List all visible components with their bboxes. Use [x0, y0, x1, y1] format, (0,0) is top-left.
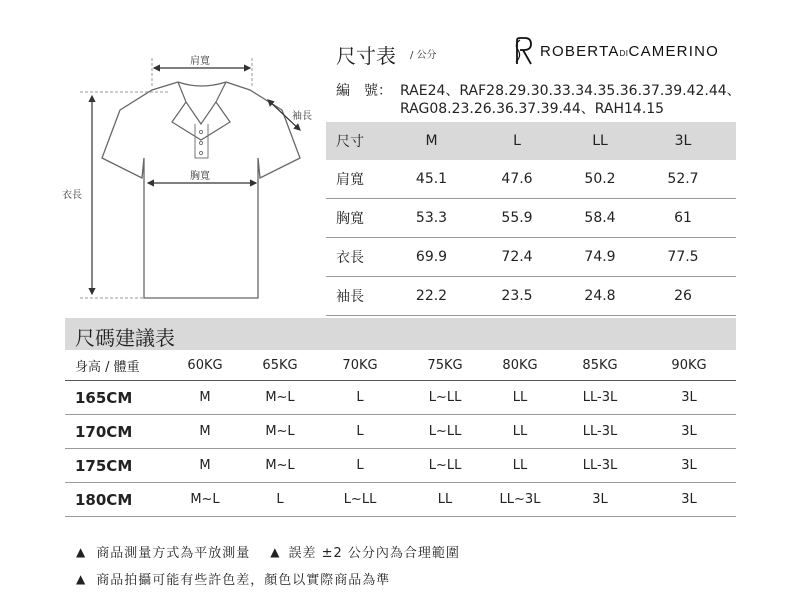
- measurement-row-label: 肩寬: [336, 172, 364, 188]
- size-value: LL: [512, 424, 528, 439]
- weight-header: 70KG: [342, 357, 378, 373]
- size-value: LL: [437, 492, 453, 507]
- recommendation-row: [65, 381, 736, 415]
- size-value: 3L: [681, 492, 697, 507]
- measurement-header-label: 尺寸: [336, 134, 364, 150]
- size-header: 3L: [674, 133, 692, 149]
- brand-logo: [512, 36, 719, 66]
- size-value: M~L: [265, 390, 295, 405]
- measurement-row-shoulder: [326, 160, 736, 199]
- height-label: 175CM: [75, 456, 133, 475]
- brand-name: ROBERTADICAMERINO: [540, 42, 719, 60]
- recommendation-row: [65, 449, 736, 483]
- diagram-label-sleeve: 袖長: [292, 111, 312, 122]
- diagram-label-shoulder: 肩寬: [190, 56, 210, 67]
- measurement-value: 69.9: [415, 249, 448, 265]
- size-value: LL-3L: [582, 390, 618, 405]
- size-value: M: [199, 390, 211, 405]
- size-value: M~L: [265, 424, 295, 439]
- weight-header: 65KG: [262, 357, 298, 373]
- height-label: 165CM: [75, 388, 133, 407]
- measurement-row-label: 袖長: [336, 289, 364, 305]
- triangle-icon: ▲: [76, 571, 87, 586]
- unit-label: / 公分: [410, 50, 437, 61]
- measurement-row-sleeve: [326, 277, 736, 316]
- diagram-label-chest: 胸寬: [190, 171, 210, 182]
- size-value: LL: [512, 458, 528, 473]
- recommendation-header-row: [65, 350, 736, 381]
- style-number-line1: RAE24、RAF28.29.30.33.34.35.36.37.39.42.44、: [400, 83, 741, 99]
- measurement-row-chest: [326, 199, 736, 238]
- size-value: L~LL: [428, 424, 462, 439]
- weight-header: 75KG: [427, 357, 463, 373]
- style-number-label: 編 號：: [336, 83, 392, 99]
- size-value: LL~3L: [499, 492, 541, 507]
- recommendation-table: [65, 350, 736, 517]
- size-value: L: [356, 458, 364, 473]
- size-header: LL: [592, 133, 608, 149]
- measurement-value: 24.8: [584, 288, 616, 304]
- size-value: M~L: [190, 492, 220, 507]
- size-value: L: [356, 424, 364, 439]
- size-value: 3L: [592, 492, 608, 507]
- note-tolerance: 誤差 ±2 公分內為合理範圍: [288, 546, 460, 561]
- recommendation-header-label: 身高 / 體重: [75, 359, 140, 375]
- measurement-header-row: [326, 122, 736, 160]
- measurement-value: 26: [674, 288, 692, 304]
- triangle-icon: ▲: [76, 544, 87, 559]
- measurement-value: 61: [674, 210, 692, 226]
- note-measurement-method: 商品測量方式為平放測量: [96, 546, 251, 561]
- height-label: 180CM: [75, 490, 133, 509]
- measurement-table: [326, 122, 736, 316]
- size-chart-title: 尺寸表: [336, 44, 396, 68]
- size-value: LL-3L: [582, 458, 618, 473]
- note-line-2: [76, 569, 390, 588]
- measurement-value: 52.7: [667, 171, 699, 187]
- diagram-label-length: 衣長: [62, 190, 82, 201]
- size-value: L: [276, 492, 284, 507]
- triangle-icon: ▲: [270, 544, 281, 559]
- size-value: LL: [512, 390, 528, 405]
- note-color-disclaimer: 商品拍攝可能有些許色差，顏色以實際商品為準: [96, 573, 391, 588]
- measurement-diagram: [60, 40, 330, 310]
- size-header: M: [425, 133, 438, 149]
- size-value: M: [199, 458, 211, 473]
- recommendation-row: [65, 483, 736, 517]
- measurement-value: 55.9: [501, 210, 533, 226]
- size-value: 3L: [681, 424, 697, 439]
- measurement-value: 50.2: [584, 171, 616, 187]
- shirt-outline: [102, 82, 300, 298]
- measurement-row-label: 胸寬: [336, 211, 364, 227]
- collar: [172, 82, 230, 140]
- weight-header: 90KG: [671, 357, 707, 373]
- measurement-row-length: [326, 238, 736, 277]
- measurement-value: 72.4: [501, 249, 533, 265]
- measurement-row-label: 衣長: [336, 250, 364, 266]
- size-value: L~LL: [428, 390, 462, 405]
- measurement-value: 45.1: [415, 171, 448, 187]
- style-number-line2: RAG08.23.26.36.37.39.44、RAH14.15: [400, 101, 665, 117]
- recommendation-row: [65, 415, 736, 449]
- recommendation-title: 尺碼建議表: [75, 326, 175, 350]
- measurement-value: 58.4: [584, 210, 616, 226]
- size-value: L~LL: [428, 458, 462, 473]
- measurement-value: 23.5: [501, 288, 533, 304]
- measurement-value: 53.3: [415, 210, 448, 226]
- weight-header: 60KG: [187, 357, 223, 373]
- recommendation-title-bar: [65, 318, 736, 350]
- measurement-value: 22.2: [415, 288, 448, 304]
- size-value: LL-3L: [582, 424, 618, 439]
- size-value: 3L: [681, 390, 697, 405]
- size-value: L: [356, 390, 364, 405]
- measurement-value: 47.6: [501, 171, 533, 187]
- weight-header: 85KG: [582, 357, 618, 373]
- note-line-1: [76, 542, 460, 561]
- brand-r-icon: [512, 36, 534, 66]
- measurement-value: 77.5: [667, 249, 699, 265]
- size-value: M: [199, 424, 211, 439]
- size-value: 3L: [681, 458, 697, 473]
- measurement-value: 74.9: [584, 249, 616, 265]
- size-header: L: [513, 133, 521, 149]
- size-value: L~LL: [343, 492, 377, 507]
- height-label: 170CM: [75, 422, 133, 441]
- size-value: M~L: [265, 458, 295, 473]
- weight-header: 80KG: [502, 357, 538, 373]
